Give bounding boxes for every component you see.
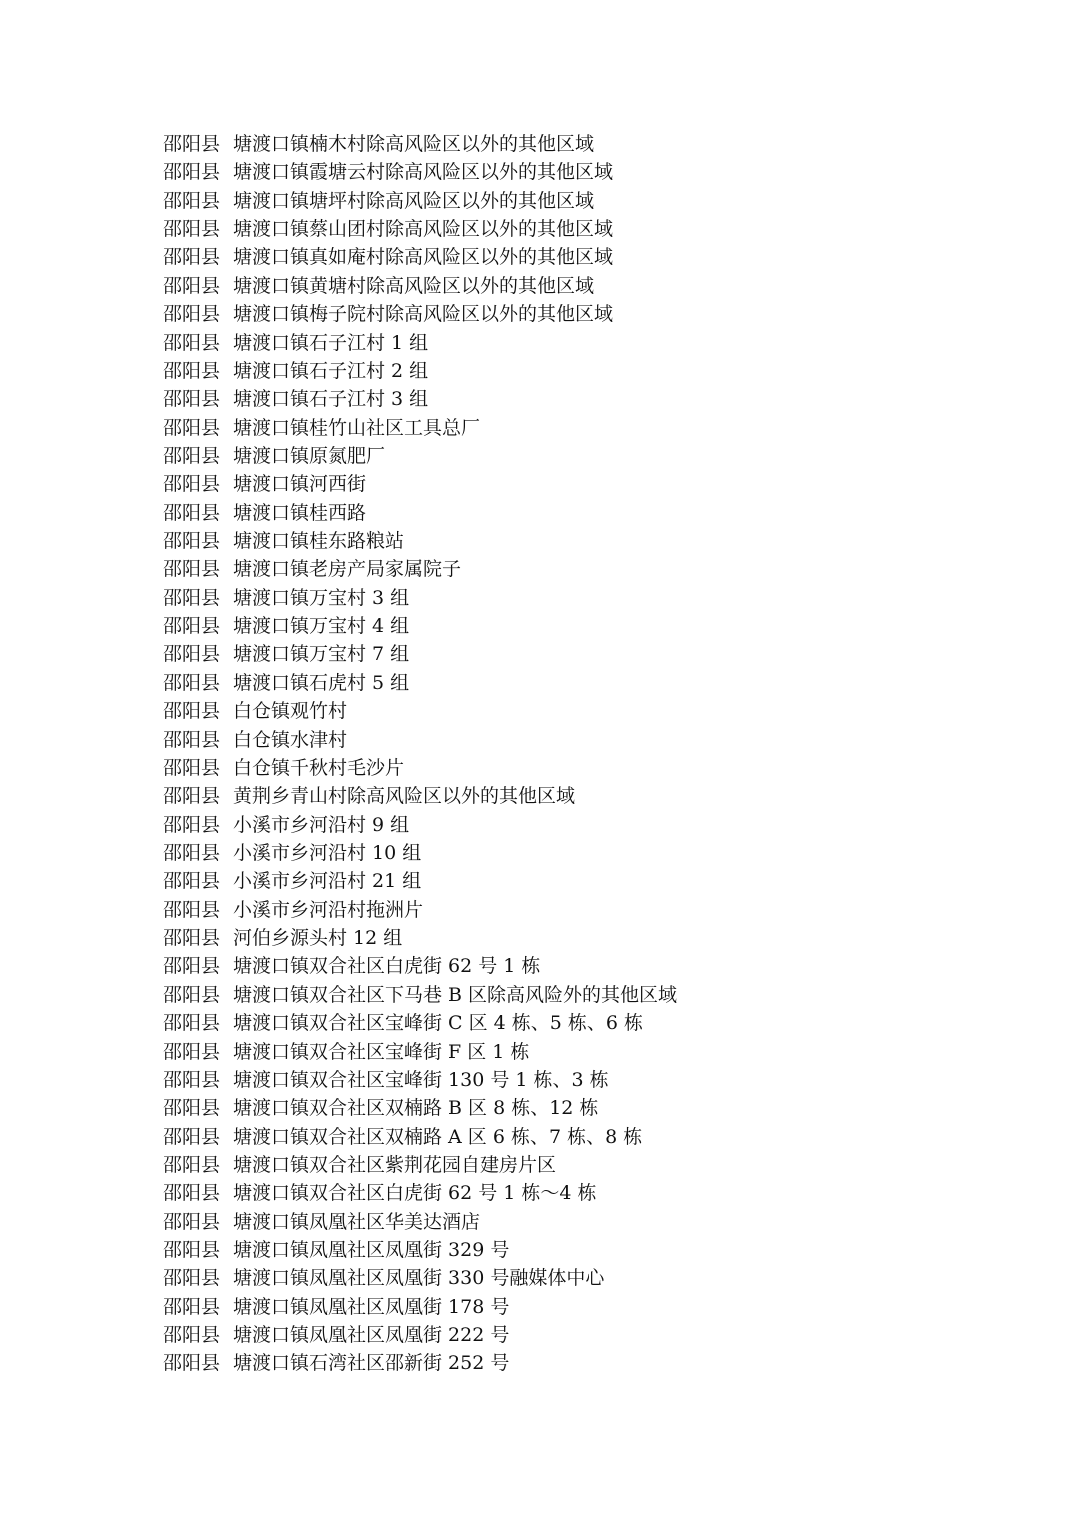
list-item xyxy=(163,1151,677,1179)
county-name: 邵阳县 xyxy=(163,643,221,666)
list-item xyxy=(163,1208,677,1236)
list-item xyxy=(163,499,677,527)
list-item xyxy=(163,1179,677,1207)
list-item xyxy=(163,442,677,470)
location-description: 塘渡口镇石子江村 1 组 xyxy=(233,331,429,354)
county-name: 邵阳县 xyxy=(163,133,221,155)
county-name: 邵阳县 xyxy=(163,785,221,808)
location-description: 小溪市乡河沿村 21 组 xyxy=(233,870,422,893)
location-description: 塘渡口镇万宝村 7 组 xyxy=(233,643,410,666)
location-description: 白仓镇观竹村 xyxy=(233,700,348,723)
location-description: 河伯乡源头村 12 组 xyxy=(233,927,403,950)
location-description: 塘渡口镇石子江村 2 组 xyxy=(233,359,429,382)
county-name: 邵阳县 xyxy=(163,700,221,723)
county-name: 邵阳县 xyxy=(163,1324,221,1347)
list-item xyxy=(163,839,677,867)
list-item xyxy=(163,1009,677,1037)
location-description: 塘渡口镇凤凰社区凤凰街 329 号 xyxy=(233,1239,510,1262)
list-item xyxy=(163,896,677,924)
location-description: 塘渡口镇真如庵村除高风险区以外的其他区域 xyxy=(233,246,614,269)
county-name: 邵阳县 xyxy=(163,1068,221,1091)
location-description: 塘渡口镇双合社区宝峰街 C 区 4 栋、5 栋、6 栋 xyxy=(233,1012,644,1035)
list-item xyxy=(163,414,677,442)
list-item xyxy=(163,1349,677,1377)
county-name: 邵阳县 xyxy=(163,1239,221,1262)
location-description: 塘渡口镇凤凰社区凤凰街 330 号融媒体中心 xyxy=(233,1267,605,1290)
list-item xyxy=(163,754,677,782)
location-description: 塘渡口镇双合社区紫荆花园自建房片区 xyxy=(233,1153,557,1176)
list-item xyxy=(163,272,677,300)
list-item xyxy=(163,130,677,158)
county-name: 邵阳县 xyxy=(163,331,221,354)
location-description: 塘渡口镇双合社区双楠路 B 区 8 栋、12 栋 xyxy=(233,1097,599,1120)
location-description: 塘渡口镇黄塘村除高风险区以外的其他区域 xyxy=(233,274,595,297)
location-description: 塘渡口镇桂竹山社区工具总厂 xyxy=(233,416,481,439)
location-description: 塘渡口镇凤凰社区凤凰街 178 号 xyxy=(233,1295,510,1318)
county-name: 邵阳县 xyxy=(163,359,221,382)
list-item xyxy=(163,527,677,555)
location-description: 塘渡口镇桂东路粮站 xyxy=(233,530,405,553)
location-description: 白仓镇千秋村毛沙片 xyxy=(233,756,405,779)
location-description: 塘渡口镇双合社区双楠路 A 区 6 栋、7 栋、8 栋 xyxy=(233,1125,643,1148)
location-description: 小溪市乡河沿村拖洲片 xyxy=(233,898,424,921)
location-description: 塘渡口镇石虎村 5 组 xyxy=(233,671,410,694)
county-name: 邵阳县 xyxy=(163,841,221,864)
county-name: 邵阳县 xyxy=(163,501,221,524)
list-item xyxy=(163,952,677,980)
location-description: 塘渡口镇河西街 xyxy=(233,473,367,496)
list-item xyxy=(163,726,677,754)
county-name: 邵阳县 xyxy=(163,927,221,950)
county-name: 邵阳县 xyxy=(163,473,221,496)
county-name: 邵阳县 xyxy=(163,671,221,694)
list-item xyxy=(163,697,677,725)
list-item xyxy=(163,669,677,697)
location-description: 小溪市乡河沿村 10 组 xyxy=(233,841,422,864)
location-description: 白仓镇水津村 xyxy=(233,728,348,751)
list-item xyxy=(163,1293,677,1321)
county-name: 邵阳县 xyxy=(163,870,221,893)
county-name: 邵阳县 xyxy=(163,756,221,779)
location-description: 塘渡口镇双合社区宝峰街 130 号 1 栋、3 栋 xyxy=(233,1068,609,1091)
county-name: 邵阳县 xyxy=(163,388,221,411)
location-description: 塘渡口镇双合社区白虎街 62 号 1 栋～4 栋 xyxy=(233,1182,597,1205)
list-item xyxy=(163,215,677,243)
location-description: 塘渡口镇石湾社区邵新街 252 号 xyxy=(233,1352,510,1375)
location-description: 塘渡口镇万宝村 3 组 xyxy=(233,586,410,609)
location-description: 塘渡口镇老房产局家属院子 xyxy=(233,558,462,581)
county-name: 邵阳县 xyxy=(163,189,221,212)
county-name: 邵阳县 xyxy=(163,1295,221,1318)
county-name: 邵阳县 xyxy=(163,274,221,297)
county-name: 邵阳县 xyxy=(163,558,221,581)
list-item xyxy=(163,385,677,413)
list-item xyxy=(163,1321,677,1349)
county-name: 邵阳县 xyxy=(163,303,221,326)
list-item xyxy=(163,243,677,271)
location-description: 塘渡口镇凤凰社区凤凰街 222 号 xyxy=(233,1324,510,1347)
county-name: 邵阳县 xyxy=(163,615,221,638)
location-description: 小溪市乡河沿村 9 组 xyxy=(233,813,410,836)
location-description: 黄荆乡青山村除高风险区以外的其他区域 xyxy=(233,785,576,808)
county-name: 邵阳县 xyxy=(163,1125,221,1148)
list-item xyxy=(163,1264,677,1292)
county-name: 邵阳县 xyxy=(163,416,221,439)
list-item xyxy=(163,300,677,328)
location-description: 塘渡口镇原氮肥厂 xyxy=(233,444,386,467)
location-description: 塘渡口镇双合社区宝峰街 F 区 1 栋 xyxy=(233,1040,530,1063)
county-name: 邵阳县 xyxy=(163,1267,221,1290)
list-item xyxy=(163,329,677,357)
county-name: 邵阳县 xyxy=(163,1012,221,1035)
list-item xyxy=(163,1038,677,1066)
list-item xyxy=(163,555,677,583)
county-name: 邵阳县 xyxy=(163,1097,221,1120)
list-item xyxy=(163,924,677,952)
location-description: 塘渡口镇双合社区白虎街 62 号 1 栋 xyxy=(233,955,541,978)
county-name: 邵阳县 xyxy=(163,161,221,184)
list-item xyxy=(163,782,677,810)
location-list xyxy=(163,130,677,1378)
location-description: 塘渡口镇双合社区下马巷 B 区除高风险外的其他区域 xyxy=(233,983,678,1006)
county-name: 邵阳县 xyxy=(163,983,221,1006)
county-name: 邵阳县 xyxy=(163,218,221,241)
list-item xyxy=(163,158,677,186)
list-item xyxy=(163,1094,677,1122)
list-item xyxy=(163,612,677,640)
list-item xyxy=(163,584,677,612)
list-item xyxy=(163,1123,677,1151)
county-name: 邵阳县 xyxy=(163,444,221,467)
location-description: 塘渡口镇桂西路 xyxy=(233,501,367,524)
list-item xyxy=(163,187,677,215)
location-description: 塘渡口镇楠木村除高风险区以外的其他区域 xyxy=(233,133,595,155)
county-name: 邵阳县 xyxy=(163,246,221,269)
list-item xyxy=(163,357,677,385)
county-name: 邵阳县 xyxy=(163,1210,221,1233)
list-item xyxy=(163,470,677,498)
location-description: 塘渡口镇万宝村 4 组 xyxy=(233,615,410,638)
county-name: 邵阳县 xyxy=(163,586,221,609)
location-description: 塘渡口镇凤凰社区华美达酒店 xyxy=(233,1210,481,1233)
county-name: 邵阳县 xyxy=(163,898,221,921)
county-name: 邵阳县 xyxy=(163,955,221,978)
location-description: 塘渡口镇石子江村 3 组 xyxy=(233,388,429,411)
county-name: 邵阳县 xyxy=(163,813,221,836)
list-item xyxy=(163,1236,677,1264)
list-item xyxy=(163,1066,677,1094)
county-name: 邵阳县 xyxy=(163,1182,221,1205)
county-name: 邵阳县 xyxy=(163,728,221,751)
county-name: 邵阳县 xyxy=(163,1153,221,1176)
location-description: 塘渡口镇梅子院村除高风险区以外的其他区域 xyxy=(233,303,614,326)
county-name: 邵阳县 xyxy=(163,1352,221,1375)
county-name: 邵阳县 xyxy=(163,1040,221,1063)
list-item xyxy=(163,981,677,1009)
location-description: 塘渡口镇霞塘云村除高风险区以外的其他区域 xyxy=(233,161,614,184)
location-description: 塘渡口镇蔡山团村除高风险区以外的其他区域 xyxy=(233,218,614,241)
list-item xyxy=(163,640,677,668)
county-name: 邵阳县 xyxy=(163,530,221,553)
list-item xyxy=(163,867,677,895)
location-description: 塘渡口镇塘坪村除高风险区以外的其他区域 xyxy=(233,189,595,212)
list-item xyxy=(163,811,677,839)
